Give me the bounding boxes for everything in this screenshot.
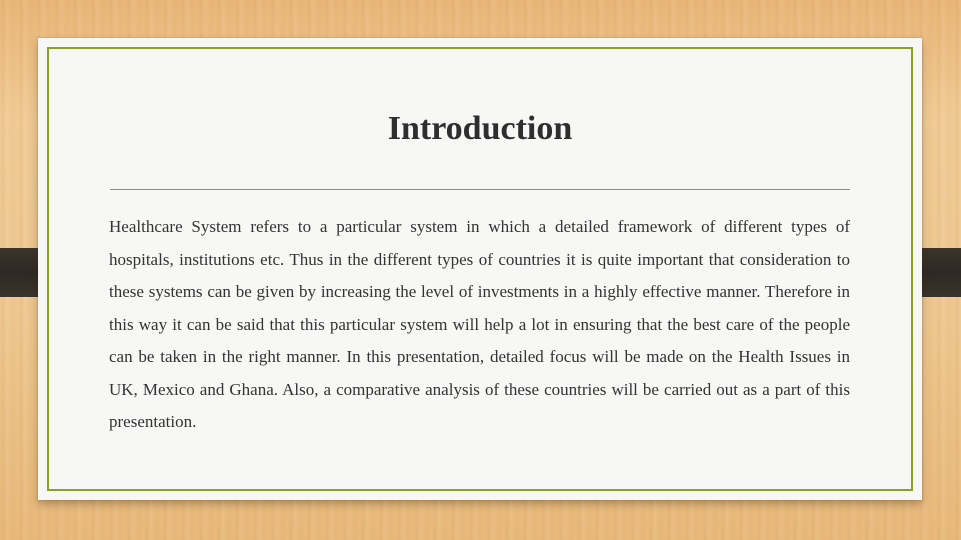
slide-body-text: Healthcare System refers to a particular system in which a detailed framework of different types of hospitals, institutions etc. Thus in the different types of countries it is quite important that consideration to these systems can be given by increasing the level of investments in a highly effective manner. Therefore in this way it can be said that this particular system will help a lot in ensuring that the best care of the people can be taken in the right manner. In this presentation, detailed focus will be made on the Health Issues in UK, Mexico and Ghana. Also, a comparative analysis of these countries will be carried out as a part of this presentation. — [109, 217, 850, 431]
slide-title: Introduction — [387, 110, 573, 147]
slide-card — [38, 38, 922, 500]
title-divider — [110, 189, 850, 190]
